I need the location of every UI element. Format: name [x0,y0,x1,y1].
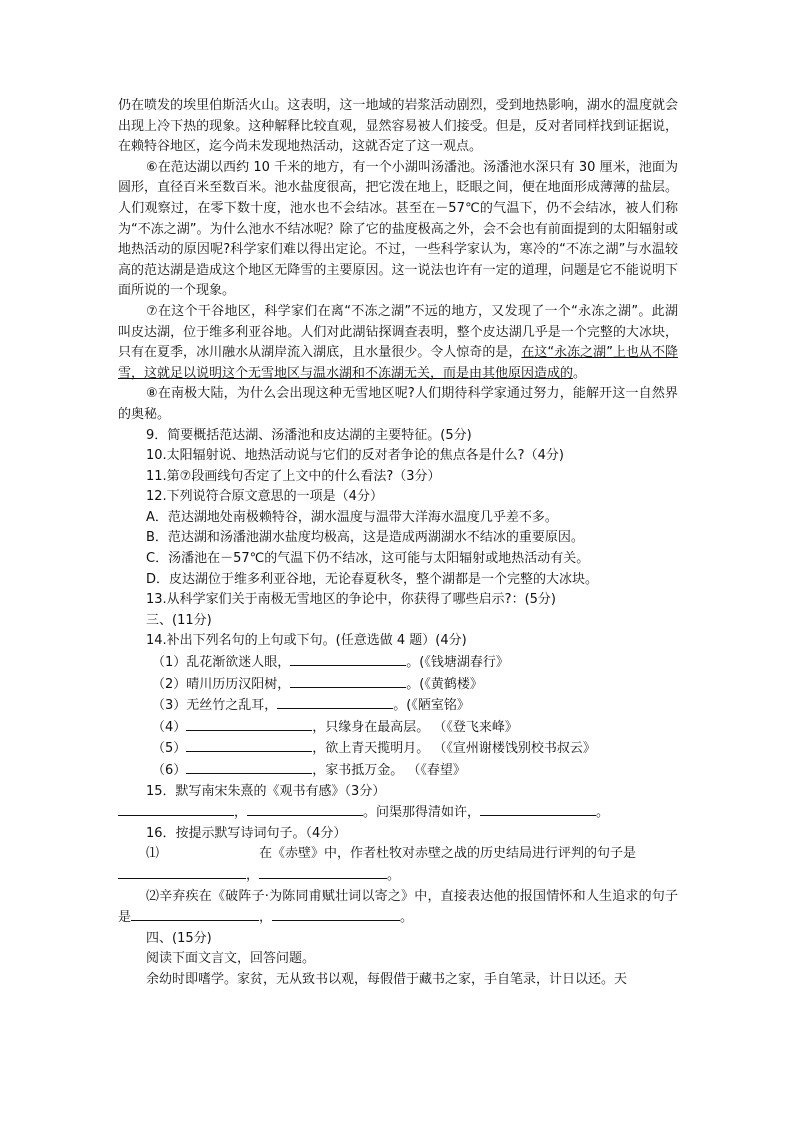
poem-item-4 [118,717,678,739]
poem-item-3 [118,695,678,717]
poem-item-2 [118,674,678,696]
poem-line: 乱花渐欲迷人眼， [186,655,291,671]
answer-blank[interactable] [272,907,400,921]
question-13: 13.从科学家们关于南极无雪地区的争论中，你获得了哪些启示?：(5分) [146,592,556,608]
answer-blank[interactable] [118,802,234,816]
passage-paragraph-6: ⑥在范达湖以西约 10 千米的地方，有一个小湖叫汤潘池。汤潘池水深只有 30 厘米，池面为圆形，直径百米至数百米。池水盐度很高，把它泼在地上，眨眼之间，便在地面形成薄薄的盐层。人们观察过，在零下数十度，池水也不会结冰。甚至在－57℃的气温下，仍不会结冰，被人们称为“不冻之湖”。为什么池水不结冰呢？除了它的盐度极高之外，会不会也有前面提到的太阳辐射或地热活动的原因呢?科学家们难以得出定论。不过，一些科学家认为，寒冷的“不冻之湖”与水温较高的范达湖是造成这个地区无降雪的主要原因。这一说法也许有一定的道理，问题是它不能说明下面所说的一个现象。 [118,159,678,299]
passage-paragraph-5-continued: 仍在喷发的埃里伯斯活火山。这表明，这一地域的岩浆活动剧烈，受到地热影响，湖水的温度就会出现上冷下热的现象。这种解释比较直观，显然容易被人们接受。但是，反对者同样找到证据说，在赖特谷地区，迄今尚未发现地热活动，这就否定了这一观点。 [118,98,678,155]
answer-blank[interactable] [186,760,312,774]
poem-line: ，家书抵万金。 （《春望》 [312,763,466,778]
poem-line: ，只缘身在最高层。 （《登飞来峰》 [312,719,518,735]
answer-blank[interactable] [186,738,312,752]
answer-blank[interactable] [290,674,406,688]
part-text: ⑵辛弃疾在《破阵子·为陈同甫赋壮词以寄之》中，直接表达他的报国情怀和人生追求的句子是 [118,888,678,926]
passage-paragraph-8: ⑧在南极大陆，为什么会出现这种无雪地区呢?人们期待科学家通过努力，能解开这一自然界的奥秘。 [118,386,678,422]
question-15-answer-line [118,802,678,824]
section-4-instruction: 阅读下面文言文，回答问题。 [146,951,316,967]
poem-item-number: （4） [152,719,187,735]
answer-blank[interactable] [186,717,312,731]
question-14: 14.补出下列名句的上句或下句。(任意选做 4 题）(4分) [146,633,467,649]
question-16-part-1 [118,844,678,865]
answer-blank[interactable] [277,695,393,709]
answer-blank[interactable] [247,802,363,816]
section-4-header: 四、(15分) [146,930,212,946]
poem-item-5 [118,738,678,760]
question-12-option-b: B．范达湖和汤潘池湖水盐度均极高，这是造成两湖湖水不结冰的重要原因。 [146,530,584,546]
exam-page [118,96,678,991]
comma: ， [246,867,260,883]
comma: ， [259,910,273,926]
period: 。 [596,805,610,821]
passage-paragraph-7 [118,302,678,384]
question-16: 16．按提示默写诗词句子。（4分） [146,825,347,841]
poem-line: 。问渠那得清如许， [363,805,481,821]
classical-text: 余幼时即嗜学。家贫，无从致书以观，每假借于藏书之家，手自笔录，计日以还。天 [146,971,628,987]
paragraph-7-end: 。 [573,365,587,381]
question-9: 9．简要概括范达湖、汤潘池和皮达湖的主要特征。(5分) [146,427,472,443]
poem-line: ，欲上青天揽明月。 （《宣州谢楼饯别校书叔云》 [312,741,596,757]
poem-line: 无丝竹之乱耳， [186,698,278,714]
part-number: ⑴ [146,846,160,862]
poem-source: 。(《黄鹤楼》 [406,676,483,692]
question-16-part-2 [118,887,678,929]
poem-item-number: （3） [152,698,187,714]
poem-item-1 [118,652,678,674]
question-15: 15．默写南宋朱熹的《观书有感》（3分） [146,783,386,799]
poem-line: 晴川历历汉阳树， [186,676,291,692]
poem-item-number: （2） [152,676,187,692]
answer-blank[interactable] [480,802,596,816]
underlined-sentence: 在这“永冻之湖”上也从不降雪，这就足以说明这个无雪地区与温水湖和不冻湖无关，而是由其他原因造成的 [118,345,678,381]
question-12: 12.下列说符合原文意思的一项是（4分） [146,489,383,505]
poem-source: 。(《钱塘湖春行》 [406,655,509,671]
poem-item-6 [118,760,678,782]
period: 。 [387,867,401,883]
answer-blank[interactable] [290,652,406,666]
poem-item-number: （6） [152,763,187,778]
poem-item-number: （5） [152,741,187,757]
part-text: 在《赤壁》中，作者杜牧对赤壁之战的历史结局进行评判的句子是 [259,846,637,862]
period: 。 [400,910,414,926]
comma: ， [234,805,248,821]
question-12-option-d: D．皮达湖位于维多利亚谷地，无论春夏秋冬，整个湖都是一个完整的大冰块。 [146,571,599,587]
poem-source: 。(《陋室铭》 [393,698,470,714]
section-3-header: 三、(11分) [146,612,212,628]
answer-blank[interactable] [131,907,259,921]
question-11: 11.第⑦段画线句否定了上文中的什么看法?（3分） [146,468,441,484]
question-12-option-c: C．汤潘池在－57℃的气温下仍不结冰，这可能与太阳辐射或地热活动有关。 [146,551,590,567]
question-12-option-a: A．范达湖地处南极赖特谷，湖水温度与温带大洋海水温度几乎差不多。 [146,509,558,525]
poem-item-number: （1） [152,655,187,671]
paragraph-7-text: ⑦在这个干谷地区，科学家们在离“不冻之湖”不远的地方，又发现了一个“永冻之湖”。此湖叫皮达湖，位于维多利亚谷地。人们对此湖钻探调查表明，整个皮达湖几乎是一个完整的大冰块，只有在夏季，冰川融水从湖岸流入湖底，且水量很少。令人惊奇的是， [118,303,678,361]
answer-blank[interactable] [259,865,387,879]
answer-blank[interactable] [118,865,246,879]
question-16-part-1-answer [118,865,678,887]
question-10: 10.太阳辐射说、地热活动说与它们的反对者争论的焦点各是什么?（4分) [146,448,564,464]
